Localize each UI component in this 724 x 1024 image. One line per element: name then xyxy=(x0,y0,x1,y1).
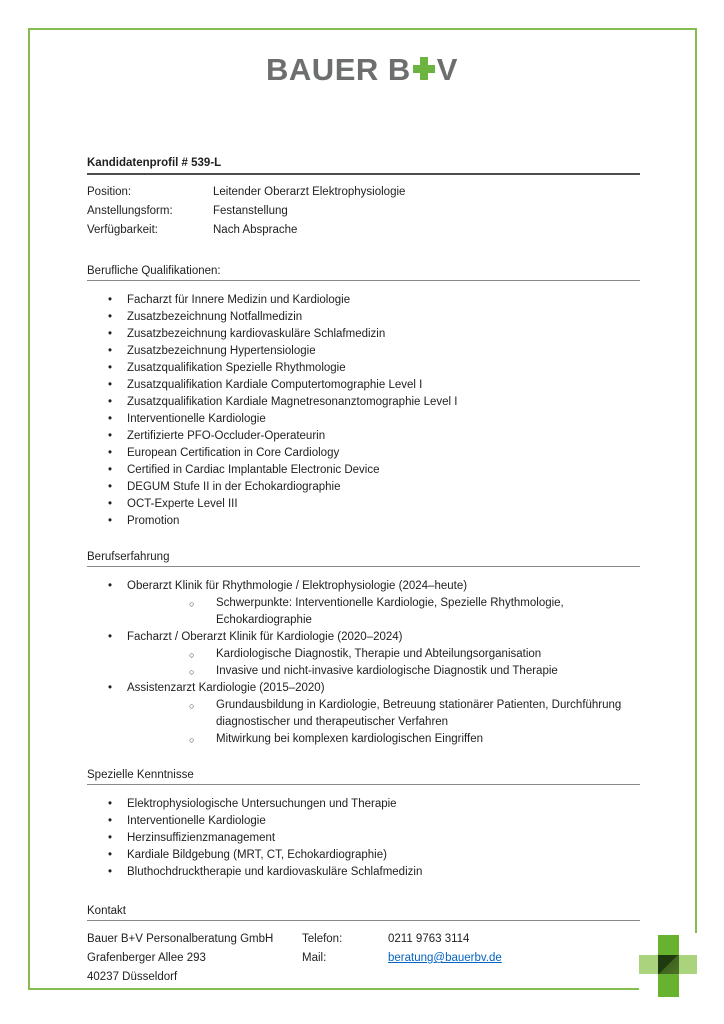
list-item xyxy=(87,377,640,394)
list-item-text: Zusatzqualifikation Kardiale Magnetresonanztomographie Level I xyxy=(127,396,458,408)
list-item xyxy=(87,292,640,309)
list-item xyxy=(87,411,640,428)
section-title-skills: Spezielle Kenntnisse xyxy=(87,769,640,785)
list-item xyxy=(87,462,640,479)
company-address xyxy=(87,930,302,987)
list-item xyxy=(87,830,640,847)
contact-details xyxy=(302,930,502,987)
field-label: Position: xyxy=(87,186,132,198)
section-contact xyxy=(87,905,640,987)
circle-bullet-icon: ○ xyxy=(189,650,195,660)
field-row xyxy=(87,202,640,221)
page-border-top xyxy=(28,28,697,30)
list-item-text: Assistenzarzt Kardiologie (2015–2020) xyxy=(127,682,325,694)
bullet-icon: • xyxy=(108,498,113,510)
list-item-text: Facharzt für Innere Medizin und Kardiologie xyxy=(127,294,351,306)
field-label: Anstellungsform: xyxy=(87,205,173,217)
circle-bullet-icon: ○ xyxy=(189,599,195,609)
bullet-icon: • xyxy=(108,815,113,827)
email-link[interactable]: beratung@bauerbv.de xyxy=(388,952,502,964)
bullet-icon: • xyxy=(108,294,113,306)
list-item xyxy=(87,394,640,411)
field-row xyxy=(87,221,640,240)
list-item-text: DEGUM Stufe II in der Echokardiographie xyxy=(127,481,341,493)
list-item-text: Zusatzbezeichnung kardiovaskuläre Schlafmedizin xyxy=(127,328,386,340)
bullet-icon: • xyxy=(108,798,113,810)
list-item-text: Herzinsuffizienzmanagement xyxy=(127,832,276,844)
brand-cross-icon xyxy=(639,933,698,997)
list-item-text: Zusatzbezeichnung Notfallmedizin xyxy=(127,311,303,323)
list-item xyxy=(87,428,640,445)
plus-icon xyxy=(413,57,435,80)
bullet-icon: • xyxy=(108,379,113,391)
list-item-text: Zusatzqualifikation Spezielle Rhythmologie xyxy=(127,362,346,374)
bullet-icon: • xyxy=(108,396,113,408)
list-item xyxy=(87,445,640,462)
bullet-icon: • xyxy=(108,362,113,374)
list-item xyxy=(87,360,640,377)
list-item-text: Promotion xyxy=(127,515,180,527)
sub-list-item-text: Schwerpunkte: Interventionelle Kardiologie, Spezielle Rhythmologie, Echokardiographie xyxy=(216,597,564,626)
list-item xyxy=(87,813,640,830)
field-value: Nach Absprache xyxy=(213,224,298,236)
list-item-text: Zusatzqualifikation Kardiale Computertomographie Level I xyxy=(127,379,423,391)
list-item-text: Interventionelle Kardiologie xyxy=(127,413,266,425)
section-title-qualifications: Berufliche Qualifikationen: xyxy=(87,265,640,281)
sub-list-item xyxy=(127,646,640,663)
bullet-icon: • xyxy=(108,515,113,527)
bullet-icon: • xyxy=(108,832,113,844)
sub-list-item-text: Mitwirkung bei komplexen kardiologischen Eingriffen xyxy=(216,733,483,745)
section-experience xyxy=(87,551,640,748)
list-item-text: Kardiale Bildgebung (MRT, CT, Echokardiographie) xyxy=(127,849,387,861)
list-item xyxy=(87,629,640,680)
experience-list xyxy=(87,578,640,748)
bullet-icon: • xyxy=(108,631,113,643)
list-item xyxy=(87,796,640,813)
circle-bullet-icon: ○ xyxy=(189,667,195,677)
company-logo xyxy=(0,52,724,88)
page-border-left xyxy=(28,28,30,990)
section-title-contact: Kontakt xyxy=(87,905,640,921)
bullet-icon: • xyxy=(108,849,113,861)
list-item xyxy=(87,326,640,343)
list-item xyxy=(87,309,640,326)
field-value: Leitender Oberarzt Elektrophysiologie xyxy=(213,186,406,198)
bullet-icon: • xyxy=(108,464,113,476)
page-border-bottom xyxy=(28,988,639,990)
bullet-icon: • xyxy=(108,481,113,493)
list-item xyxy=(87,479,640,496)
list-item-text: European Certification in Core Cardiology xyxy=(127,447,340,459)
bullet-icon: • xyxy=(108,413,113,425)
section-title-experience: Berufserfahrung xyxy=(87,551,640,567)
bullet-icon: • xyxy=(108,682,113,694)
field-row xyxy=(87,183,640,202)
list-item xyxy=(87,496,640,513)
sub-list xyxy=(127,697,640,748)
list-item-text: OCT-Experte Level III xyxy=(127,498,238,510)
section-skills xyxy=(87,769,640,881)
company-address-line: Bauer B+V Personalberatung GmbH xyxy=(87,933,274,945)
mail-label: Mail: xyxy=(302,952,327,964)
bullet-icon: • xyxy=(108,311,113,323)
logo-text-right: V xyxy=(436,52,458,87)
document-content xyxy=(87,157,640,987)
section-qualifications xyxy=(87,265,640,530)
profile-fields xyxy=(87,183,640,240)
sub-list xyxy=(127,646,640,680)
sub-list-item xyxy=(127,697,640,731)
list-item xyxy=(87,343,640,360)
list-item xyxy=(87,578,640,629)
sub-list-item xyxy=(127,595,640,629)
contact-block xyxy=(87,930,640,987)
list-item-text: Certified in Cardiac Implantable Electronic Device xyxy=(127,464,380,476)
bullet-icon: • xyxy=(108,328,113,340)
list-item-text: Oberarzt Klinik für Rhythmologie / Elektrophysiologie (2024–heute) xyxy=(127,580,468,592)
bullet-icon: • xyxy=(108,447,113,459)
bullet-icon: • xyxy=(108,580,113,592)
page-border-right xyxy=(695,28,697,933)
document-title: Kandidatenprofil # 539-L xyxy=(87,157,640,175)
sub-list-item xyxy=(127,663,640,680)
bullet-icon: • xyxy=(108,345,113,357)
company-address-line: 40237 Düsseldorf xyxy=(87,971,178,983)
list-item xyxy=(87,847,640,864)
list-item xyxy=(87,680,640,748)
list-item xyxy=(87,513,640,530)
list-item-text: Zusatzbezeichnung Hypertensiologie xyxy=(127,345,316,357)
phone-value: 0211 9763 3114 xyxy=(388,933,470,945)
sub-list-item-text: Invasive und nicht-invasive kardiologische Diagnostik und Therapie xyxy=(216,665,558,677)
qualifications-list xyxy=(87,292,640,530)
company-address-line: Grafenberger Allee 293 xyxy=(87,952,206,964)
field-label: Verfügbarkeit: xyxy=(87,224,158,236)
list-item xyxy=(87,864,640,881)
phone-label: Telefon: xyxy=(302,933,343,945)
bullet-icon: • xyxy=(108,866,113,878)
sub-list-item-text: Grundausbildung in Kardiologie, Betreuung stationärer Patienten, Durchführung diagnostischer und therapeutischer Verfahren xyxy=(216,699,622,728)
sub-list xyxy=(127,595,640,629)
list-item-text: Bluthochdrucktherapie und kardiovaskuläre Schlafmedizin xyxy=(127,866,423,878)
cross-overlap xyxy=(658,955,679,974)
sub-list-item xyxy=(127,731,640,748)
list-item-text: Elektrophysiologische Untersuchungen und Therapie xyxy=(127,798,397,810)
list-item-text: Facharzt / Oberarzt Klinik für Kardiologie (2020–2024) xyxy=(127,631,403,643)
mail-row xyxy=(302,949,502,968)
phone-row xyxy=(302,930,502,949)
bullet-icon: • xyxy=(108,430,113,442)
list-item-text: Zertifizierte PFO-Occluder-Operateurin xyxy=(127,430,326,442)
logo-text-left: BAUER B xyxy=(266,52,411,87)
skills-list xyxy=(87,796,640,881)
field-value: Festanstellung xyxy=(213,205,288,217)
sub-list-item-text: Kardiologische Diagnostik, Therapie und Abteilungsorganisation xyxy=(216,648,542,660)
circle-bullet-icon: ○ xyxy=(189,735,195,745)
circle-bullet-icon: ○ xyxy=(189,701,195,711)
list-item-text: Interventionelle Kardiologie xyxy=(127,815,266,827)
